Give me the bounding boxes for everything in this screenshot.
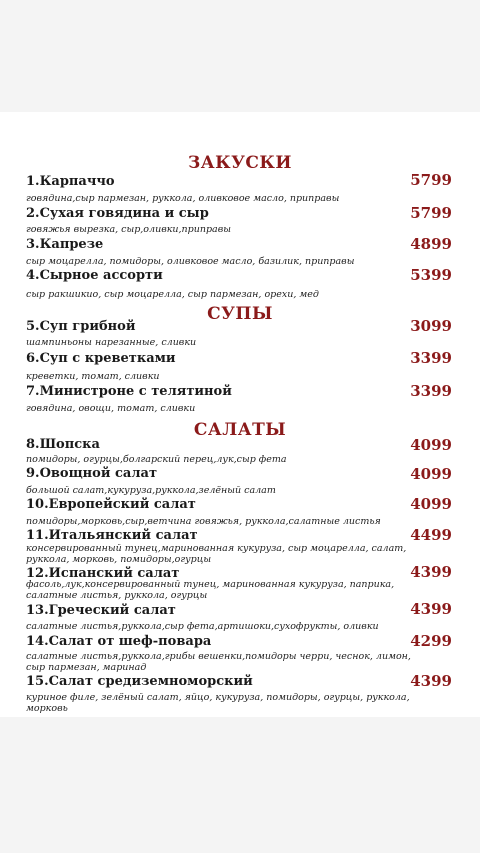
menu-item-price: 4399 [410,600,452,618]
menu-item-description: креветки, томат, сливки [26,371,160,382]
menu-item-price: 4399 [410,563,452,581]
menu-item-price: 4099 [410,436,452,454]
menu-item-name: 4.Сырное ассорти [26,268,163,283]
menu-item-price: 3399 [410,349,452,367]
menu-item-price: 4299 [410,632,452,650]
menu-item-description: большой салат,кукуруза,руккола,зелёный салат [26,485,276,496]
menu-item-description: помидоры, огурцы,болгарский перец,лук,сыр фета [26,454,287,465]
bottom-background [0,717,480,853]
section-title-soups: СУПЫ [207,304,273,324]
menu-item-price: 5399 [410,266,452,284]
menu-item-description: консервированный тунец,маринованная кукуруза, сыр моцарелла, салат, руккола, морковь, помидоры,огурцы [26,543,407,565]
menu-item-description: сыр моцарелла, помидоры, оливковое масло, базилик, приправы [26,256,355,267]
menu-item-name: 1.Карпаччо [26,174,115,189]
menu-item-description: шампиньоны нарезанные, сливки [26,337,197,348]
menu-item-description: говядина,сыр пармезан, руккола, оливковое масло, приправы [26,193,340,204]
menu-item-name: 8.Шопска [26,437,100,452]
section-title-appetizers: ЗАКУСКИ [188,153,292,173]
menu-item-description: фасоль,лук,консервированный тунец, маринованная кукуруза, паприка, салатные листья, руккола, огурцы [26,579,395,601]
menu-item-description: помидоры,морковь,сыр,ветчина говяжья, руккола,салатные листья [26,516,381,527]
menu-item-name: 3.Капрезе [26,237,104,252]
section-title-salads: САЛАТЫ [193,420,287,440]
menu-item-description: сыр ракшикио, сыр моцарелла, сыр пармезан, орехи, мед [26,289,319,300]
menu-item-price: 3099 [410,317,452,335]
menu-item-description: салатные листья,руккола,сыр фета,артишоки,сухофрукты, оливки [26,621,379,632]
menu-item-name: 11.Итальянский салат [26,528,198,543]
menu-item-price: 4499 [410,526,452,544]
menu-item-name: 6.Суп с креветками [26,351,176,366]
menu-item-description: говяжья вырезка, сыр,оливки,приправы [26,224,231,235]
menu-item-name: 14.Салат от шеф-повара [26,634,212,649]
menu-item-description: куриное филе, зелёный салат, яйцо, кукуруза, помидоры, огурцы, руккола, морковь [26,692,410,714]
menu-item-name: 9.Овощной салат [26,466,158,481]
menu-item-name: 12.Испанский салат [26,566,180,581]
menu-item-price: 5799 [410,171,452,189]
menu-item-name: 7.Министроне с телятиной [26,384,232,399]
menu-item-name: 5.Суп грибной [26,319,136,334]
menu-item-price: 4099 [410,495,452,513]
menu-item-description: говядина, овощи, томат, сливки [26,403,196,414]
menu-item-name: 13.Греческий салат [26,603,176,618]
menu-item-description: салатные листья,руккола,грибы вешенки,помидоры черри, чеснок, лимон, сыр пармезан, маринад [26,651,411,673]
menu-item-price: 4099 [410,465,452,483]
menu-item-name: 15.Салат средиземноморский [26,674,253,689]
menu-item-name: 10.Европейский салат [26,497,196,512]
menu-item-price: 4899 [410,235,452,253]
menu-item-price: 4399 [410,672,452,690]
menu-item-price: 5799 [410,204,452,222]
menu-item-price: 3399 [410,382,452,400]
menu-item-name: 2.Сухая говядина и сыр [26,206,209,221]
